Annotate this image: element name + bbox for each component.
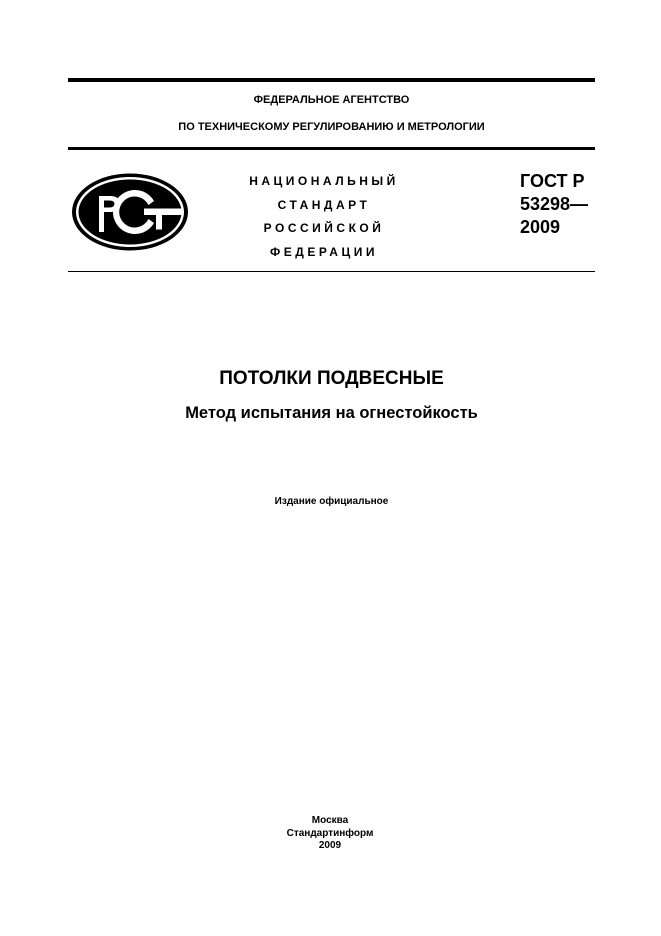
middle-rule (68, 147, 595, 150)
national-standard-line-1: НАЦИОНАЛЬНЫЙ (249, 174, 399, 188)
edition-note: Издание официальное (274, 496, 389, 507)
imprint-city: Москва (311, 815, 349, 826)
designation-line-1: ГОСТ Р (520, 171, 585, 191)
document-subtitle: Метод испытания на огнестойкость (185, 404, 478, 422)
imprint-year: 2009 (318, 840, 342, 851)
top-rule (68, 78, 595, 82)
national-standard-line-4: ФЕДЕРАЦИИ (270, 244, 378, 259)
imprint-publisher: Стандартинформ (286, 827, 374, 839)
document-title: ПОТОЛКИ ПОДВЕСНЫЕ (219, 368, 444, 389)
national-standard-line-2: СТАНДАРТ (277, 197, 371, 212)
designation-line-2: 53298— (520, 194, 589, 214)
publisher-imprint (230, 815, 430, 853)
agency-name-line-2: ПО ТЕХНИЧЕСКОМУ РЕГУЛИРОВАНИЮ И МЕТРОЛОГИИ (178, 121, 485, 133)
agency-name-line-1: ФЕДЕРАЛЬНОЕ АГЕНТСТВО (253, 94, 410, 106)
national-standard-label (232, 170, 416, 264)
designation-line-3: 2009 (520, 217, 561, 237)
header-bottom-rule (68, 271, 595, 272)
standard-designation (520, 170, 610, 239)
rst-certification-mark-icon (70, 172, 192, 252)
national-standard-line-3: РОССИЙСКОЙ (263, 221, 385, 235)
